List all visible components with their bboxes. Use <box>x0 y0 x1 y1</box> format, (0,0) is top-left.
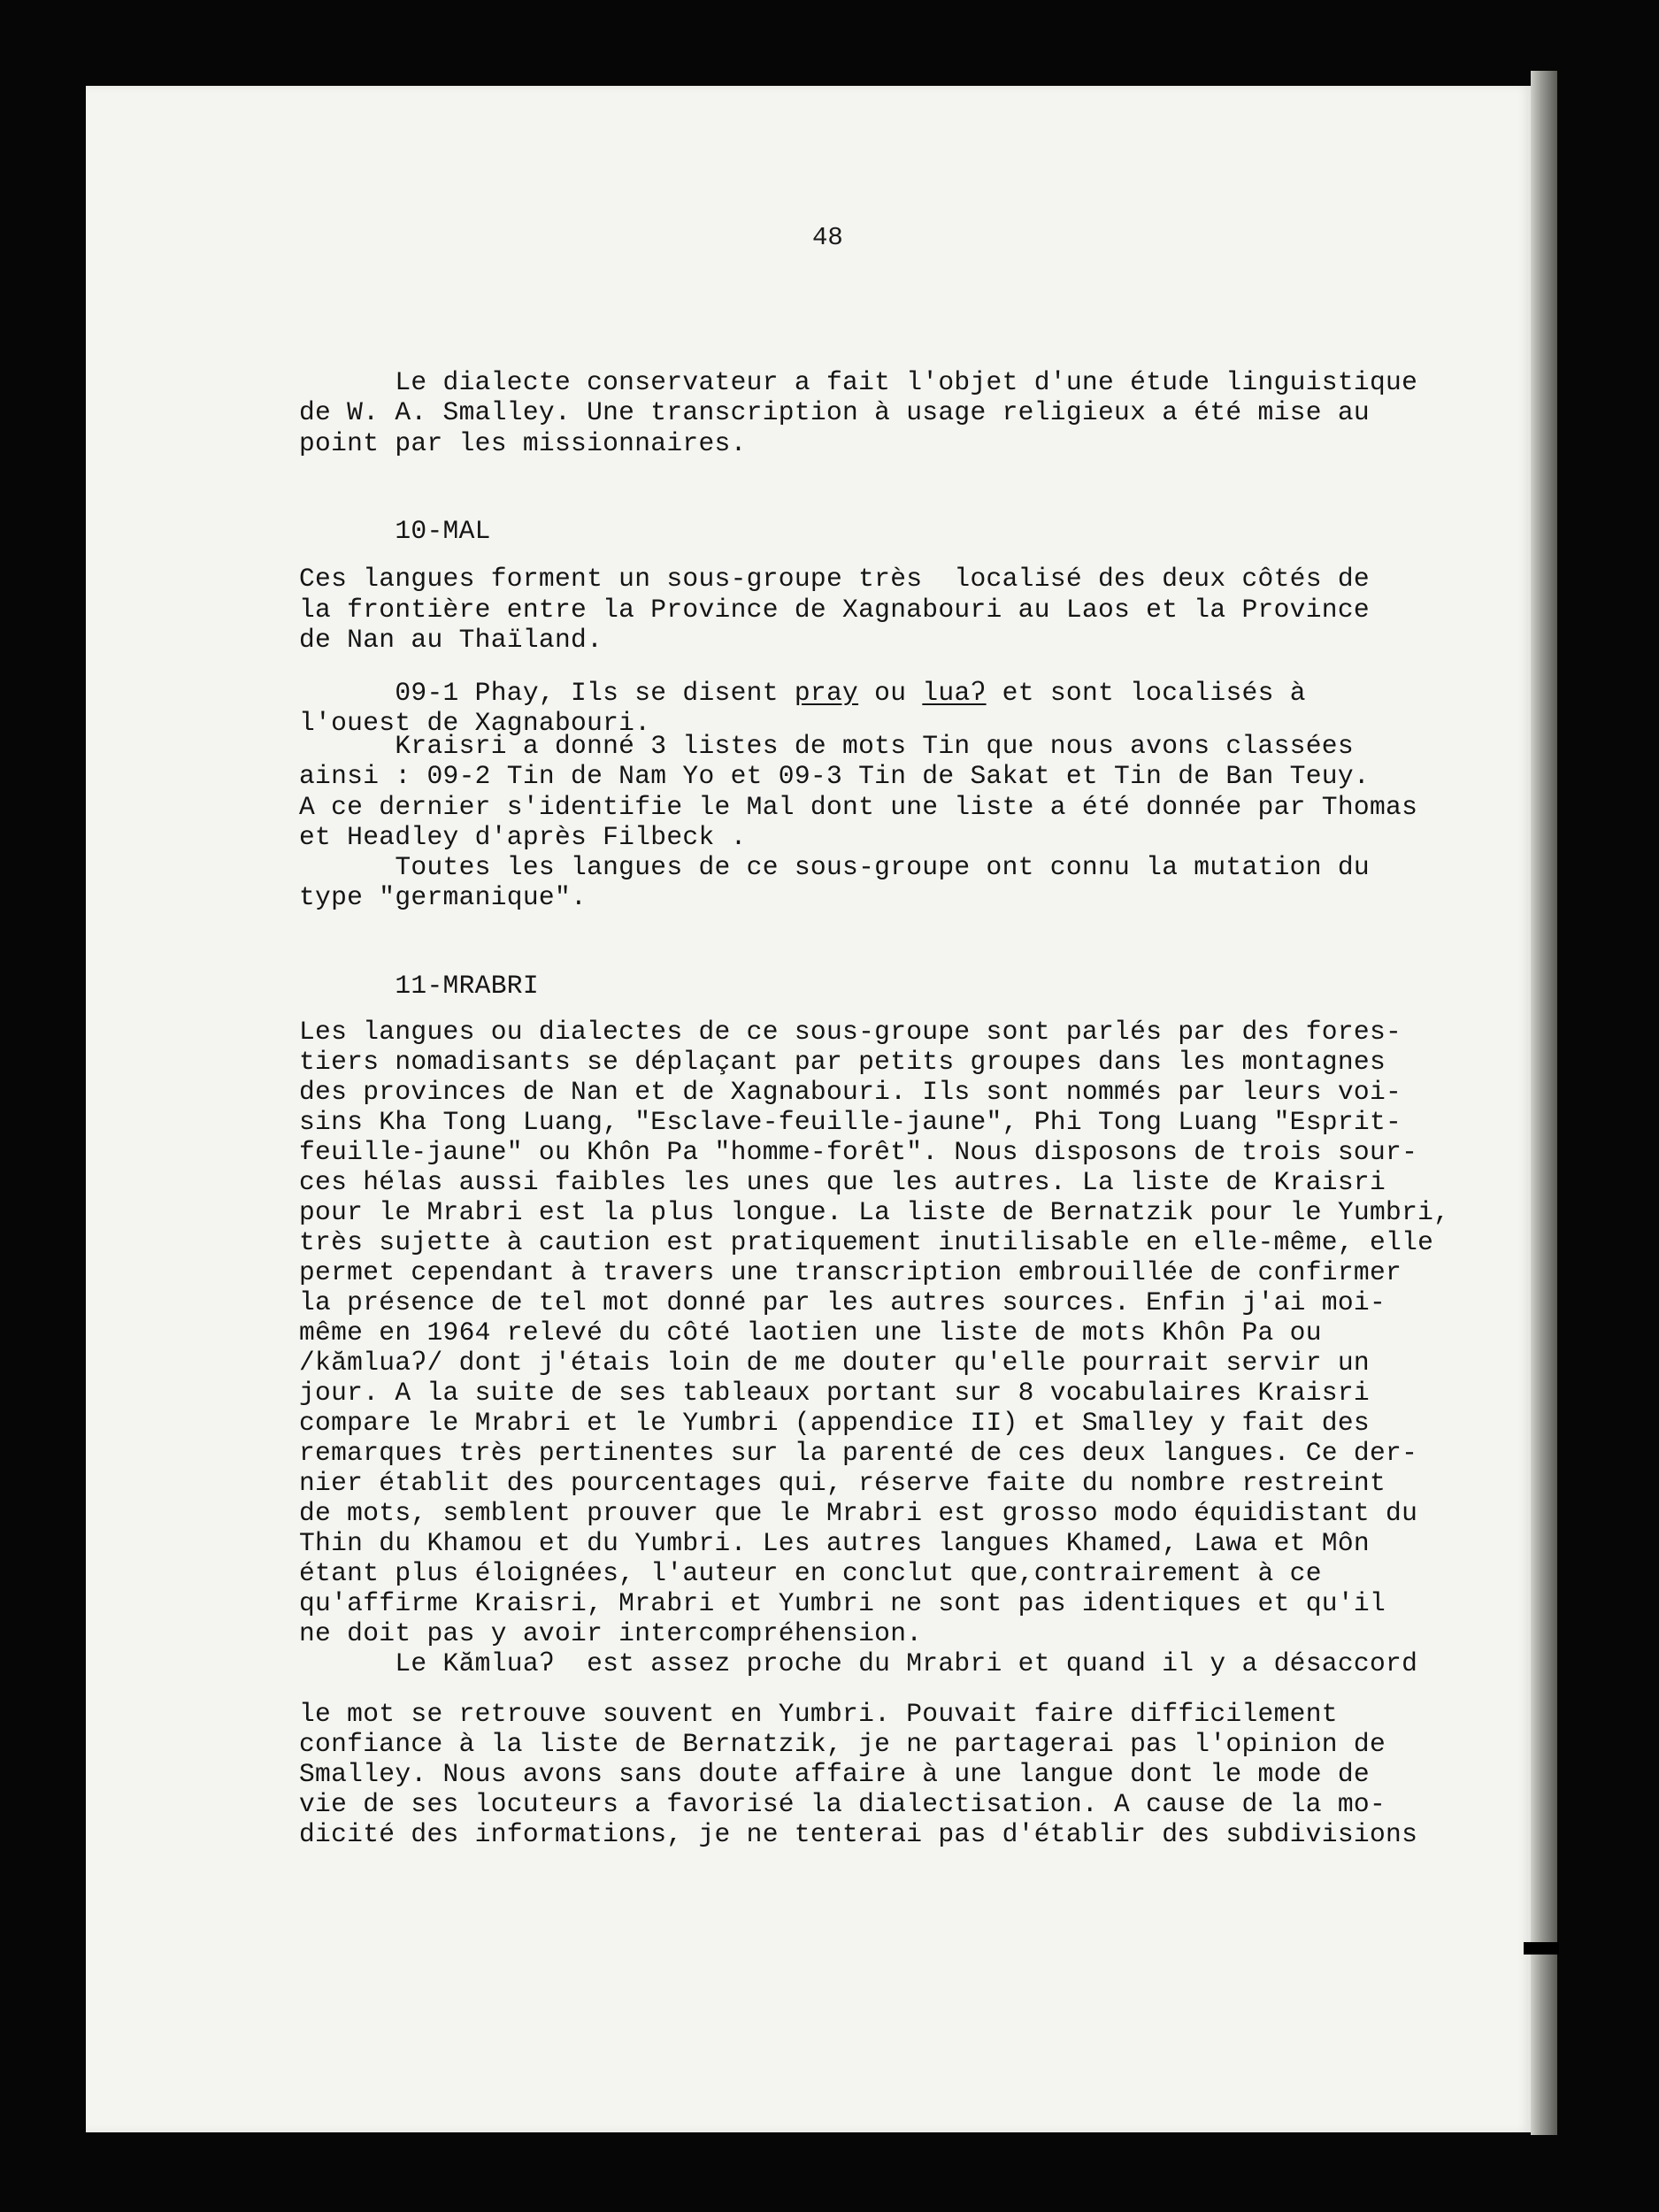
text-line: Le Kămluaʔ est assez proche du Mrabri et quand il y a désaccord <box>299 1648 1418 1678</box>
text-line: de W. A. Smalley. Une transcription à usage religieux a été mise au <box>299 397 1370 427</box>
text-line: sins Kha Tong Luang, "Esclave-feuille-jaune", Phi Tong Luang "Esprit- <box>299 1107 1402 1137</box>
text-line: compare le Mrabri et le Yumbri (appendice II) et Smalley y fait des <box>299 1408 1370 1438</box>
text-line: et Headley d'après Filbeck . <box>299 822 747 852</box>
text-line: de Nan au Thaïland. <box>299 625 603 655</box>
text-line: le mot se retrouve souvent en Yumbri. Pouvait faire difficilement <box>299 1699 1338 1729</box>
text-line: de mots, semblent prouver que le Mrabri est grosso modo équidistant du <box>299 1498 1418 1528</box>
text-line: la présence de tel mot donné par les autres sources. Enfin j'ai moi- <box>299 1287 1386 1317</box>
text-line: ainsi : 09-2 Tin de Nam Yo et 09-3 Tin de Sakat et Tin de Ban Teuy. <box>299 761 1370 791</box>
text-line: Ces langues forment un sous-groupe très localisé des deux côtés de <box>299 564 1370 594</box>
text-line: la frontière entre la Province de Xagnabouri au Laos et la Province <box>299 595 1370 625</box>
text-line: qu'affirme Kraisri, Mrabri et Yumbri ne sont pas identiques et qu'il <box>299 1588 1386 1618</box>
text-line: confiance à la liste de Bernatzik, je ne partagerai pas l'opinion de <box>299 1729 1386 1759</box>
text-segment: ou <box>858 678 923 708</box>
text-line: étant plus éloignées, l'auteur en conclut que,contrairement à ce <box>299 1558 1322 1588</box>
page-number: 48 <box>812 223 843 252</box>
text-line: même en 1964 relevé du côté laotien une liste de mots Khôn Pa ou <box>299 1317 1322 1348</box>
text-line: feuille-jaune" ou Khôn Pa "homme-forêt". Nous disposons de trois sour- <box>299 1137 1418 1167</box>
text-line: l'ouest de Xagnabouri. <box>299 708 651 738</box>
text-line: très sujette à caution est pratiquement inutilisable en elle-même, elle <box>299 1227 1434 1257</box>
text-line: Les langues ou dialectes de ce sous-groupe sont parlés par des fores- <box>299 1017 1402 1047</box>
text-line: vie de ses locuteurs a favorisé la dialectisation. A cause de la mo- <box>299 1789 1386 1819</box>
text-segment: et sont localisés à <box>986 678 1306 708</box>
text-line: Smalley. Nous avons sans doute affaire à une langue dont le mode de <box>299 1759 1370 1789</box>
text-line: /kămluaʔ/ dont j'étais loin de me douter qu'elle pourrait servir un <box>299 1348 1370 1378</box>
text-line: point par les missionnaires. <box>299 428 747 458</box>
text-line: permet cependant à travers une transcription embrouillée de confirmer <box>299 1257 1402 1287</box>
text-line <box>299 678 1306 708</box>
text-line: dicité des informations, je ne tenterai pas d'établir des subdivisions <box>299 1819 1418 1849</box>
underlined-term: luaʔ <box>922 678 987 708</box>
text-segment: 09-1 Phay, Ils se disent <box>299 678 795 708</box>
text-line: jour. A la suite de ses tableaux portant sur 8 vocabulaires Kraisri <box>299 1378 1370 1408</box>
binding-mark <box>1524 1942 1559 1955</box>
text-line: remarques très pertinentes sur la parenté de ces deux langues. Ce der- <box>299 1438 1418 1468</box>
text-line: Kraisri a donné 3 listes de mots Tin que nous avons classées <box>299 731 1354 761</box>
text-line: des provinces de Nan et de Xagnabouri. Ils sont nommés par leurs voi- <box>299 1077 1402 1107</box>
text-line: Toutes les langues de ce sous-groupe ont connu la mutation du <box>299 852 1370 882</box>
text-line: pour le Mrabri est la plus longue. La liste de Bernatzik pour le Yumbri, <box>299 1197 1450 1227</box>
text-line: Thin du Khamou et du Yumbri. Les autres langues Khamed, Lawa et Môn <box>299 1528 1370 1558</box>
text-line: 11-MRABRI <box>299 971 539 1001</box>
text-line: nier établit des pourcentages qui, réserve faite du nombre restreint <box>299 1468 1386 1498</box>
text-line: ne doit pas y avoir intercompréhension. <box>299 1618 923 1648</box>
text-line: 10-MAL <box>299 516 491 546</box>
text-line: A ce dernier s'identifie le Mal dont une liste a été donnée par Thomas <box>299 792 1418 822</box>
underlined-term: pray <box>794 678 859 708</box>
text-line: type "germanique". <box>299 882 588 912</box>
text-line: ces hélas aussi faibles les unes que les autres. La liste de Kraisri <box>299 1167 1386 1197</box>
text-line: tiers nomadisants se déplaçant par petits groupes dans les montagnes <box>299 1047 1386 1077</box>
page-edge <box>1531 71 1557 2135</box>
text-line: Le dialecte conservateur a fait l'objet d'une étude linguistique <box>299 367 1418 397</box>
